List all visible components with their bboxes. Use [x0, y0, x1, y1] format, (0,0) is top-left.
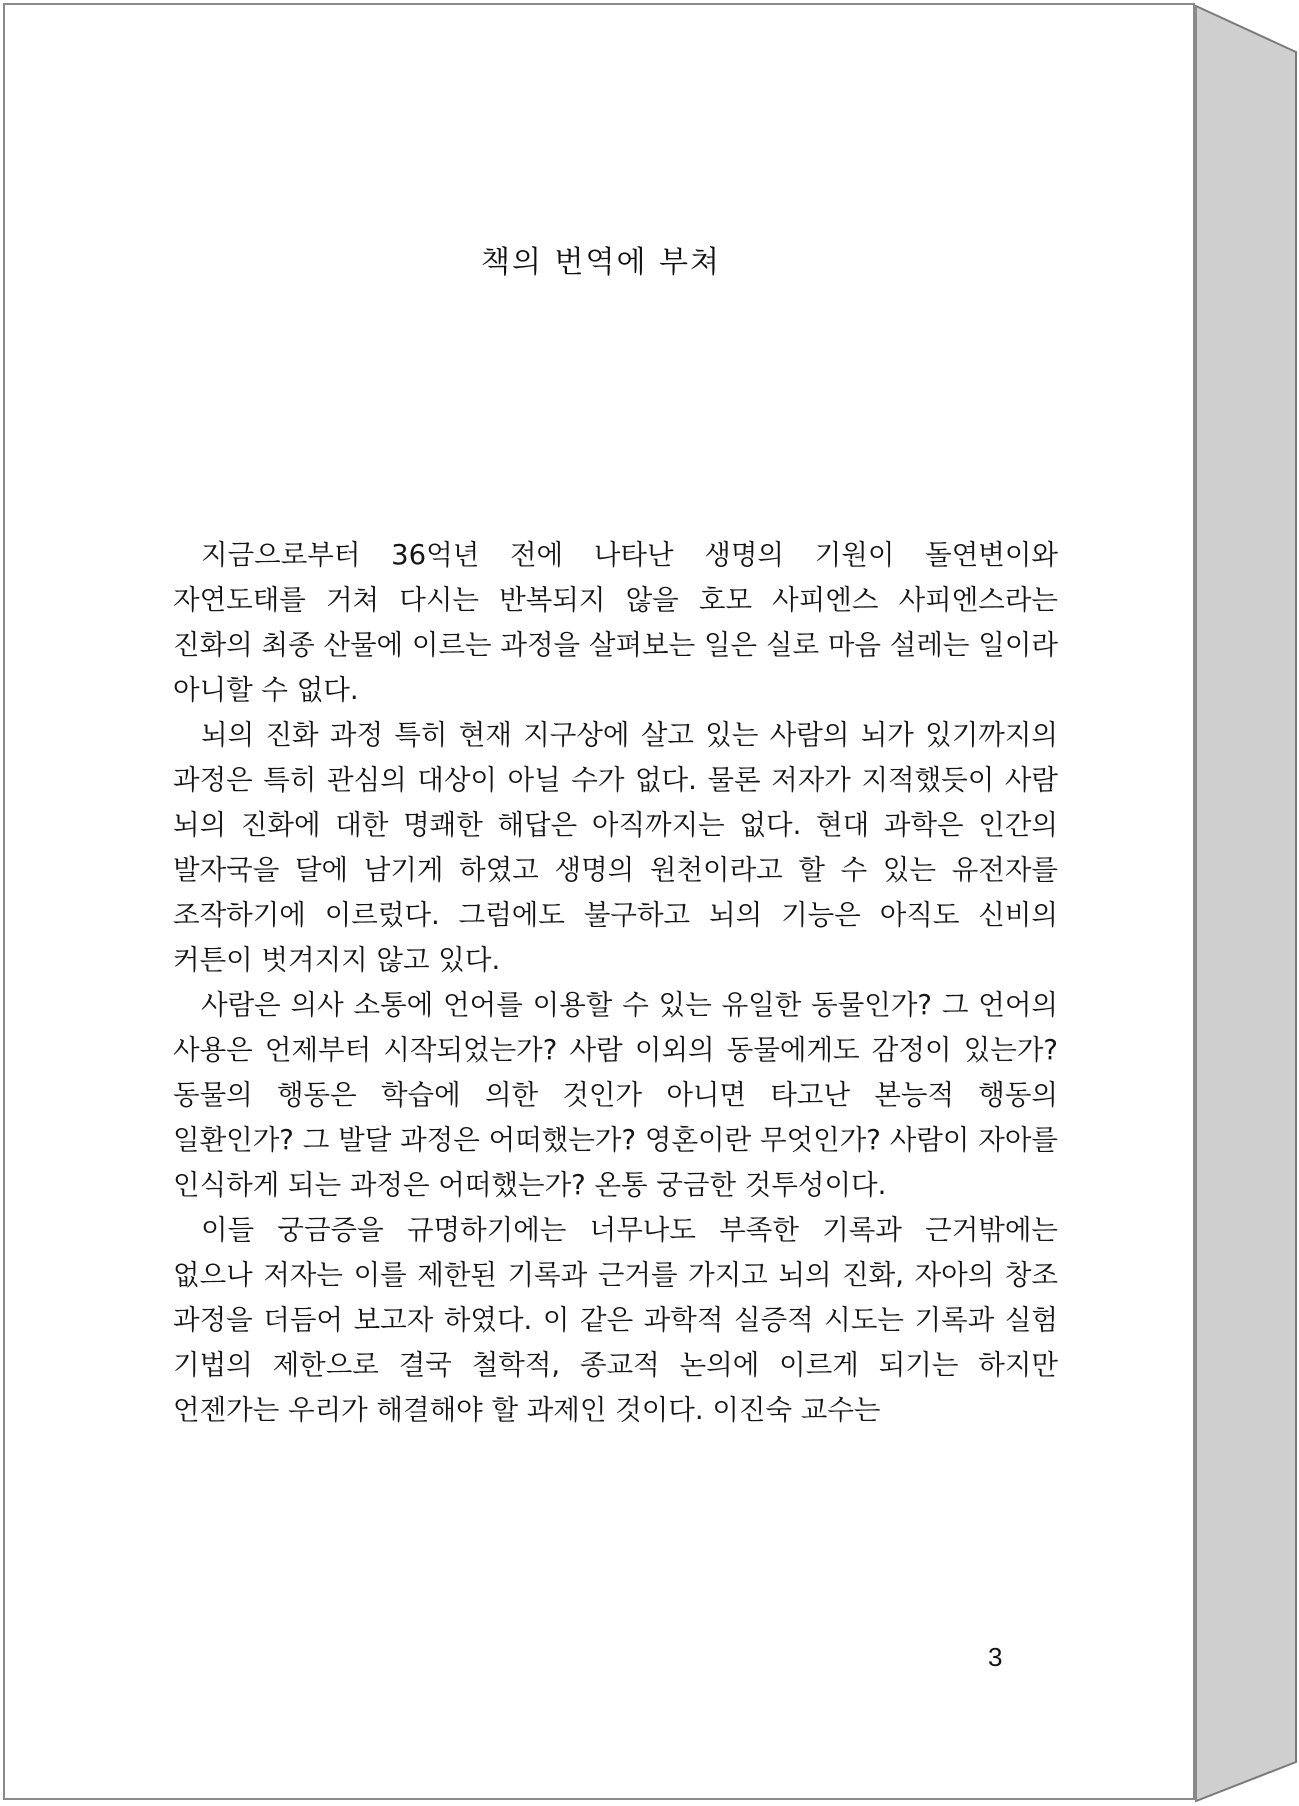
body-text	[173, 533, 1058, 1433]
page-number: 3	[988, 1642, 1003, 1672]
paragraph: 사람은 의사 소통에 언어를 이용할 수 있는 유일한 동물인가? 그 언어의 사용은 언제부터 시작되었는가? 사람 이외의 동물에게도 감정이 있는가? 동물의 행동은 학습에 의한 것인가 아니면 타고난 본능적 행동의 일환인가? 그 발달 과정은 어떠했는가? 영혼이란 무엇인가? 사람이 자아를 인식하게 되는 과정은 어떠했는가? 온통 궁금한 것투성이다.	[173, 989, 1058, 1201]
paragraph: 뇌의 진화 과정 특히 현재 지구상에 살고 있는 사람의 뇌가 있기까지의 과정은 특히 관심의 대상이 아닐 수가 없다. 물론 저자가 지적했듯이 사람 뇌의 진화에 대한 명쾌한 해답은 아직까지는 없다. 현대 과학은 인간의 발자국을 달에 남기게 하였고 생명의 원천이라고 할 수 있는 유전자를 조작하기에 이르렀다. 그럼에도 불구하고 뇌의 기능은 아직도 신비의 커튼이 벗겨지지 않고 있다.	[173, 719, 1058, 976]
page-title: 책의 번역에 부쳐	[481, 245, 721, 280]
book-page	[3, 3, 1195, 1800]
paragraph: 지금으로부터 36억년 전에 나타난 생명의 기원이 돌연변이와 자연도태를 거쳐 다시는 반복되지 않을 호모 사피엔스 사피엔스라는 진화의 최종 산물에 이르는 과정을 살펴보는 일은 실로 마음 설레는 일이라 아니할 수 없다.	[173, 539, 1058, 706]
paragraph: 이들 궁금증을 규명하기에는 너무나도 부족한 기록과 근거밖에는 없으나 저자는 이를 제한된 기록과 근거를 가지고 뇌의 진화, 자아의 창조 과정을 더듬어 보고자 하였다. 이 같은 과학적 실증적 시도는 기록과 실험 기법의 제한으로 결국 철학적, 종교적 논의에 이르게 되기는 하지만 언젠가는 우리가 해결해야 할 과제인 것이다. 이진숙 교수는	[173, 1214, 1058, 1426]
